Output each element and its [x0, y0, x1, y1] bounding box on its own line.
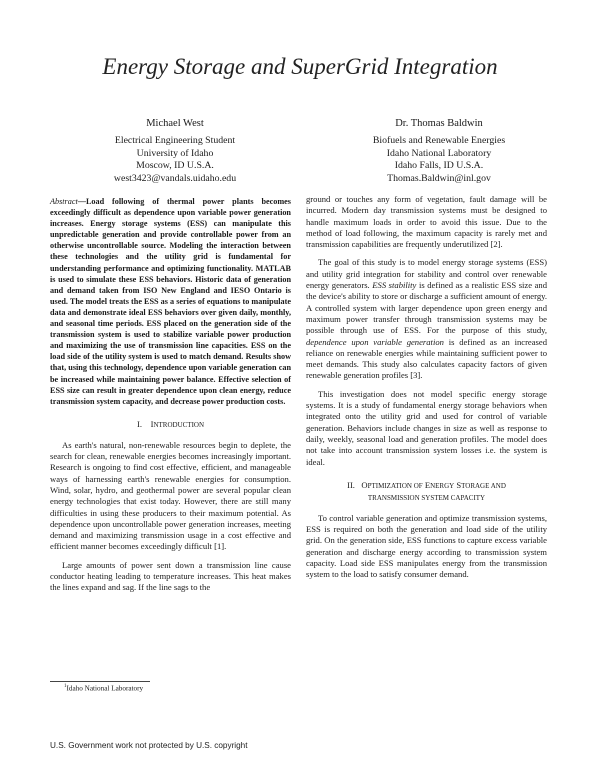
author-organization: Idaho National Laboratory [386, 147, 492, 159]
defined-term: ESS stability [372, 280, 417, 291]
footnote-mark: 1 [64, 684, 67, 689]
footnote [64, 684, 143, 692]
paragraph: ground or touches any form of vegetation, fault damage will be incurred. Modern day transmission systems must be designed to handle maximum loads in order to avoid this issue. Due to the method of load following, the maximum capacity is rarely met and transmission capabilities are frequently underutilized [2]. [306, 194, 547, 250]
defined-term: dependence upon variable generation [306, 336, 444, 347]
text-run: is defined as an increased reliance on renewable energies while maintaining sufficient power to meet demands. This study also calculates capacity factors of given renewable generation profiles [3]. [306, 336, 548, 381]
paragraph: This investigation does not model specific energy storage systems. It is a study of fundamental energy storage behaviors when integrated onto the utility grid and used for control of variable generation. Behaviors include changes in size as well as response to daily, weekly, seasonal load and generation profiles. The model does not take into account transmission system losses i.e. the system is ideal. [306, 388, 547, 467]
section-title-part: TORAGE AND [461, 481, 506, 490]
author-affiliation: Biofuels and Renewable Energies [372, 135, 506, 147]
author-location: Moscow, ID U.S.A. [136, 160, 214, 172]
paper-title: Energy Storage and SuperGrid Integration [102, 54, 498, 79]
section-heading-introduction [50, 419, 291, 431]
text-run: is defined as a realistic ESS size and the device's ability to store or discharge a sufficient amount of energy. A controlled system with larger dependence upon green energy and maximum power transfer through transmission systems may be possible through use of ESS. For the purpose of this study, [306, 280, 548, 336]
paragraph: Large amounts of power sent down a transmission line cause conductor heating leading to temperature increases. This heat makes the lines expand and sag. If the line sags to the [50, 559, 291, 593]
right-column [306, 194, 547, 588]
section-title-part: E [424, 479, 431, 490]
footnote-text: Idaho National Laboratory [66, 684, 144, 693]
copyright-notice: U.S. Government work not protected by U.S. copyright [50, 741, 248, 750]
section-title-part: S [456, 479, 462, 490]
section-title-part: PTIMIZATION OF [367, 481, 423, 490]
author-name: Dr. Thomas Baldwin [395, 118, 483, 129]
section-number: I. [136, 418, 142, 429]
paragraph: As earth's natural, non-renewable resources begin to deplete, the search for clean, renewable energies becomes increasingly important. Research is ongoing to find cost effective, efficient, and manageable ways of harnessing earth's renewable energies for consumption. Wind, solar, hydro, and geothermal power are several popular clean energy technologies that exist today. However, there are still many difficulties in using these producers to their maximum potential. As dependence upon uncontrollable power generation increases, meeting demand and maximizing transmission usage in a cost effective and efficient manner becomes exceedingly difficult [1]. [50, 439, 291, 552]
author-email: west3423@vandals.uidaho.edu [113, 172, 237, 184]
abstract-text: —Load following of thermal power plants becomes exceedingly difficult as dependence upon variable power generation increases. Energy storage systems (ESS) can manipulate this unpredictable generation and provide controllable power from an otherwise uncontrollable source. Modeling the interaction between these technologies and the utility grid is fundamental for understanding performance and optimizing functionality. MATLAB is used to simulate these ESS behaviors. Historic data of generation and demand taken from ISO New England and IESO Ontario is used. The model treats the ESS as a series of equations to manipulate data and demonstrate ideal ESS behaviors over given daily, monthly, and seasonal time periods. ESS placed on the generation side of the transmission system is used to stabilize variable power production and maximizing the use of transmission line capacities. ESS on the load side of the utility system is used to match demand. Results show that, using this technology, dependence upon variable generation can be increased while maintaining power balance. Effective selection of ESS size can result in greater dependence upon clean energy, reduce transmission system capacity, and decrease power production costs. [50, 197, 291, 406]
abstract-lead: Abstract [50, 197, 78, 206]
footnote-rule [50, 681, 150, 682]
paragraph [306, 257, 547, 381]
section-number: II. [347, 479, 355, 490]
left-column [50, 196, 291, 601]
text-run: The goal of this study is to model energy storage systems (ESS) and utility grid integration for stability and control over renewable energy generators. [306, 257, 547, 291]
section-title-rest: NTRODUCTION [153, 420, 205, 429]
paragraph: To control variable generation and optimize transmission systems, ESS is required on both the generation and load side of the utility grid. On the generation side, ESS functions to capture excess variable generation and discharge energy according to transmission system capacity. Load side ESS manipulates energy from the transmission system to the load to satisfy consumer demand. [306, 512, 547, 580]
author-name: Michael West [146, 118, 204, 129]
author-organization: University of Idaho [136, 147, 214, 159]
author-block-2 [324, 118, 554, 185]
section-title-initial: I [150, 418, 154, 429]
section-title-line-2: TRANSMISSION SYSTEM CAPACITY [367, 493, 486, 502]
section-heading-optimization [306, 480, 547, 504]
section-title-part: NERGY [430, 481, 455, 490]
section-title-part: O [361, 479, 368, 490]
author-location: Idaho Falls, ID U.S.A. [394, 160, 484, 172]
author-email: Thomas.Baldwin@inl.gov [387, 172, 491, 184]
abstract [50, 196, 291, 407]
author-block-1 [60, 118, 290, 185]
author-affiliation: Electrical Engineering Student [114, 135, 236, 147]
